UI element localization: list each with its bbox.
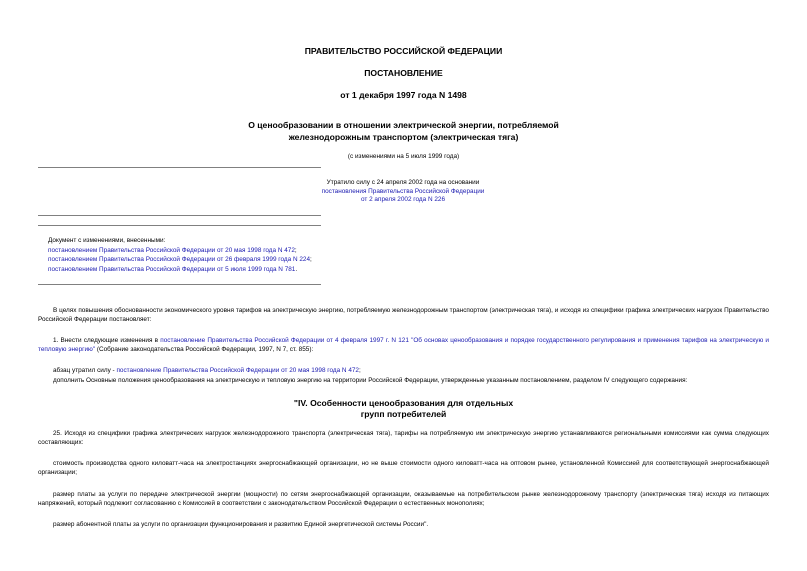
intro-paragraph: В целях повышения обоснованности экономического уровня тарифов на электрическую энергию, потребляемую железнодорожным транспортом (электрическая тяга), и исходя из специфики графика электрических нагрузок Правительство Российской Федерации постановляет: (38, 307, 769, 324)
paragraph-1: 1. Внести следующие изменения в постановление Правительства Российской Федерации от 4 февраля 1997 г. N 121 "Об основах ценообразования и порядке государственного регулирования и применения тарифов на электрическую и тепловую энергию" (Собрание законодательства Российской Федерации, 1997, N 7, ст. 855): (38, 337, 769, 354)
amendment-item: постановлением Правительства Российской Федерации от 20 мая 1998 года N 472; (48, 246, 297, 254)
paragraph-fee: размер абонентной платы за услуги по организации функционирования и развитию Единой энергетической системы России". (53, 521, 429, 528)
expired-notice (303, 179, 503, 205)
divider (38, 215, 321, 216)
divider (38, 284, 321, 285)
expired-link-line2[interactable]: от 2 апреля 2002 года N 226 (360, 196, 446, 204)
paragraph-25: 25. Исходя из специфики графика электрических нагрузок железнодорожного транспорта (электрическая тяга), тарифы на потребляемую им электрическую энергию устанавливаются региональными комиссиями как сумма следующих составляющих: (38, 430, 769, 447)
document-title-line2: железнодорожным транспортом (электрическая тяга) (288, 132, 519, 142)
paragraph-3: дополнить Основные положения ценообразования на электрическую и тепловую энергию на территории Российской Федерации, утвержденные указанным постановлением, разделом IV следующего содержания: (53, 377, 688, 384)
government-name: ПРАВИТЕЛЬСТВО РОССИЙСКОЙ ФЕДЕРАЦИИ (304, 46, 503, 56)
paragraph-cost: стоимость производства одного киловатт-часа на электростанциях энергоснабжающей организации, но не выше стоимости одного киловатт-часа на оптовом рынке, установленной Комиссией для соответствующей энергоснабжающей организации; (38, 460, 769, 477)
resolution-121-link[interactable]: постановление Правительства Российской Федерации от 4 февраля 1997 г. N 121 "Об основах ценообразования и порядке государственного регулирования и применения тарифов на электрическую и тепловую энергию" (38, 337, 769, 354)
paragraph-transfer: размер платы за услуги по передаче электрической энергии (мощности) по сетям энергоснабжающей организации, оказываемые на потребительском рынке железнодорожному транспорту (электрическая тяга) исходя из питающих напряжений, который подлежит согласованию с Комиссией в соответствии с законодательством Российской Федерации о естественных монополиях; (38, 491, 769, 508)
amendment-note: (с изменениями на 5 июля 1999 года) (347, 153, 460, 160)
resolution-472-link[interactable]: постановление Правительства Российской Федерации от 20 мая 1998 года N 472 (116, 367, 359, 374)
amendments-block (48, 236, 408, 274)
amendments-intro: Документ с изменениями, внесенными: (48, 237, 166, 244)
divider (38, 225, 321, 226)
document-type: ПОСТАНОВЛЕНИЕ (364, 68, 443, 78)
amendment-link[interactable]: постановлением Правительства Российской Федерации от 26 февраля 1999 года N 224 (48, 256, 311, 263)
paragraph-2: абзац утратил силу - постановление Правительства Российской Федерации от 20 мая 1998 года N 472; (53, 367, 361, 374)
expired-text: Утратило силу с 24 апреля 2002 года на основании (326, 179, 480, 186)
section-title-line1: "IV. Особенности ценообразования для отдельных (293, 398, 514, 408)
amendment-link[interactable]: постановлением Правительства Российской Федерации от 20 мая 1998 года N 472 (48, 246, 295, 254)
divider (38, 167, 321, 168)
document-date-number: от 1 декабря 1997 года N 1498 (340, 90, 467, 100)
expired-link-line1[interactable]: постановления Правительства Российской Федерации (321, 187, 485, 195)
section-title-line2: групп потребителей (360, 409, 447, 419)
section-title (0, 398, 807, 420)
document-title-line1: О ценообразовании в отношении электрической энергии, потребляемой (248, 120, 559, 130)
amendment-item: постановлением Правительства Российской Федерации от 26 февраля 1999 года N 224; (48, 256, 312, 263)
amendment-item: постановлением Правительства Российской Федерации от 5 июля 1999 года N 781. (48, 265, 298, 273)
amendment-link[interactable]: постановлением Правительства Российской Федерации от 5 июля 1999 года N 781 (48, 265, 296, 273)
